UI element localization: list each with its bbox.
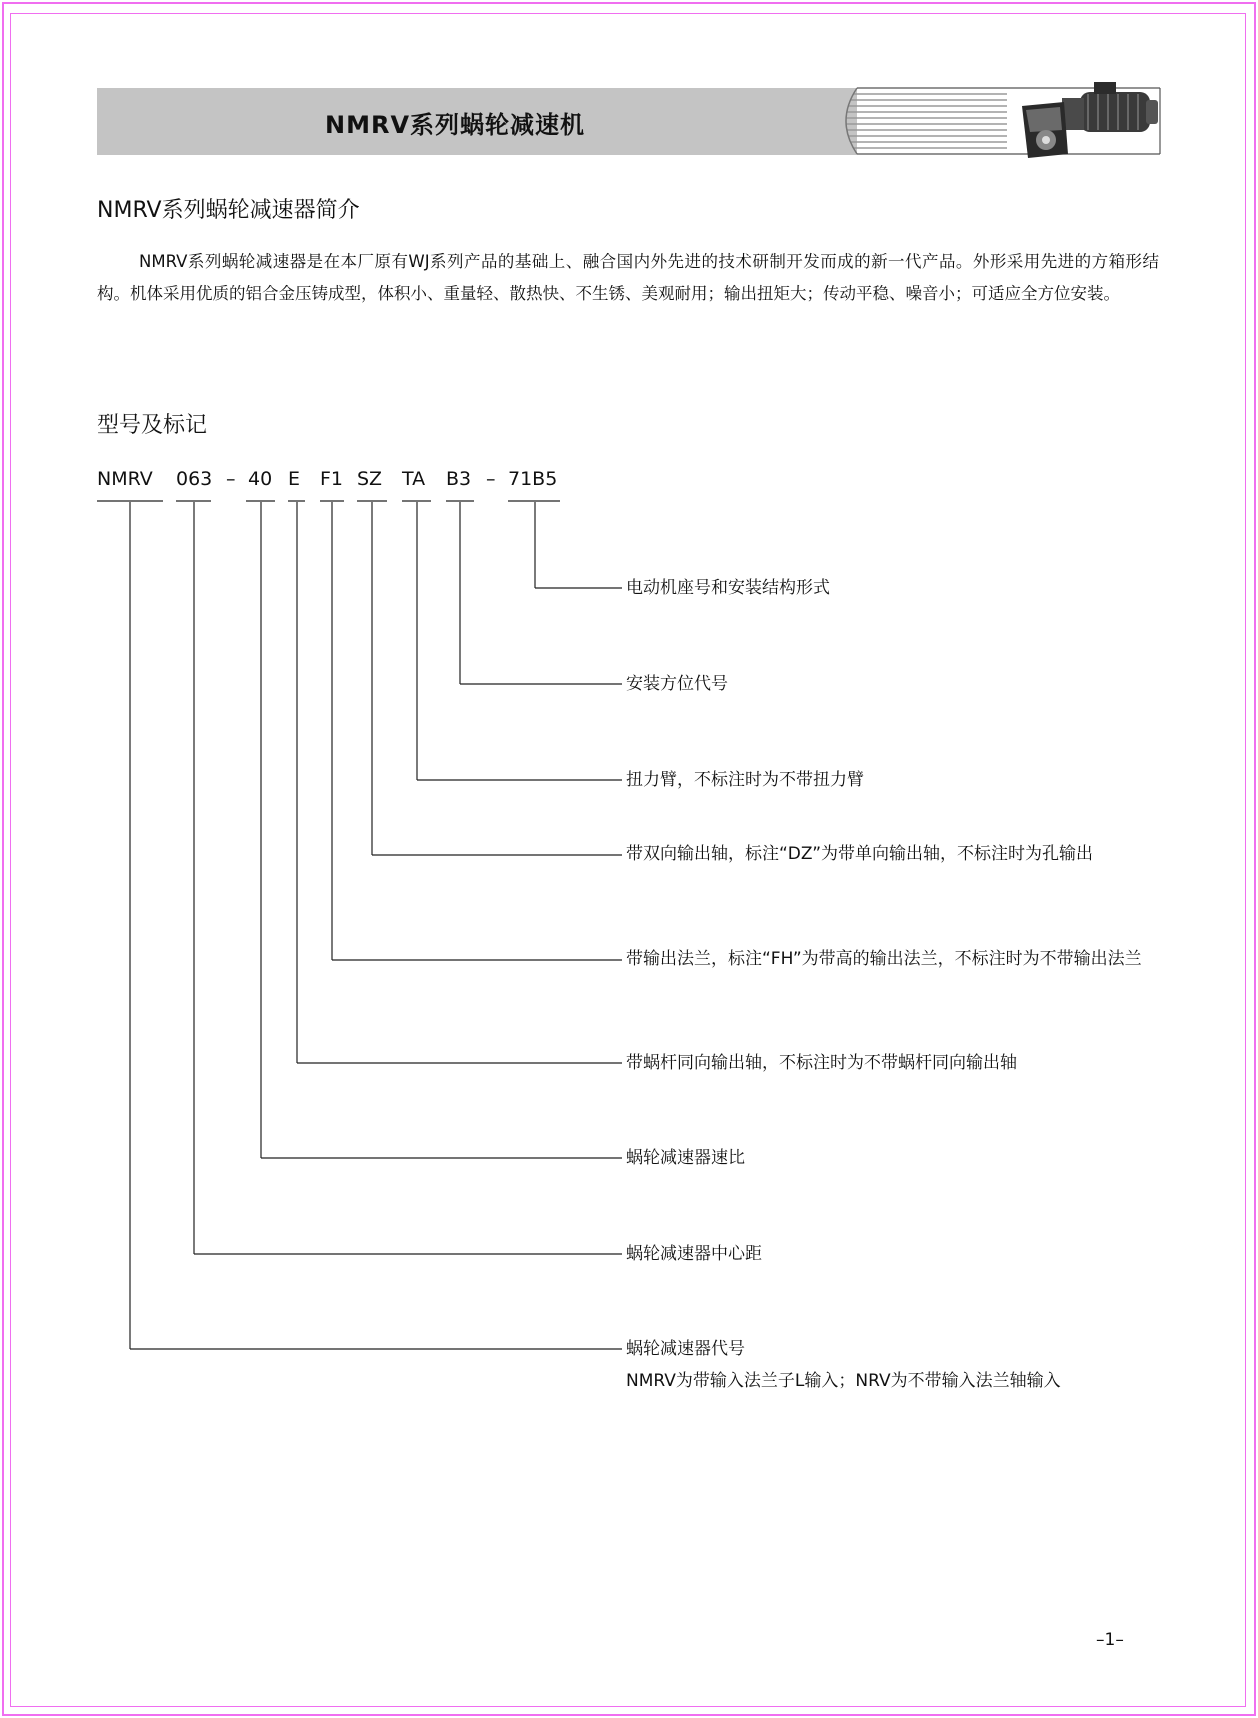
code-sz: SZ bbox=[357, 468, 383, 490]
code-e: E bbox=[288, 468, 301, 490]
page-title: NMRV系列蜗轮减速机 bbox=[325, 111, 586, 139]
label-output-flange: 带输出法兰，标注“FH”为带高的输出法兰，不标注时为不带输出法兰 bbox=[626, 949, 1142, 969]
label-center-distance: 蜗轮减速器中心距 bbox=[626, 1244, 762, 1264]
code-ratio: 40 bbox=[248, 468, 273, 490]
label-reducer-code: 蜗轮减速器代号 bbox=[626, 1339, 745, 1359]
page-number: –1– bbox=[1096, 1630, 1124, 1650]
code-b3: B3 bbox=[446, 468, 472, 490]
code-motor: 71B5 bbox=[508, 468, 558, 490]
code-dash-1: – bbox=[226, 468, 236, 490]
model-heading: 型号及标记 bbox=[97, 413, 208, 438]
label-torque-arm: 扭力臂，不标注时为不带扭力臂 bbox=[626, 770, 864, 790]
intro-heading: NMRV系列蜗轮减速器简介 bbox=[97, 198, 360, 223]
code-ta: TA bbox=[402, 468, 426, 490]
code-nmrv: NMRV bbox=[97, 468, 153, 490]
label-mounting-position: 安装方位代号 bbox=[626, 674, 728, 694]
label-output-shaft: 带双向输出轴，标注“DZ”为带单向输出轴，不标注时为孔输出 bbox=[626, 844, 1094, 864]
code-center-dist: 063 bbox=[176, 468, 213, 490]
label-ratio: 蜗轮减速器速比 bbox=[626, 1148, 745, 1168]
code-f1: F1 bbox=[320, 468, 344, 490]
code-dash-2: – bbox=[486, 468, 496, 490]
label-worm-shaft: 带蜗杆同向输出轴，不标注时为不带蜗杆同向输出轴 bbox=[626, 1053, 1017, 1073]
label-reducer-code-note: NMRV为带输入法兰子L输入；NRV为不带输入法兰轴输入 bbox=[626, 1371, 1061, 1391]
label-motor-frame: 电动机座号和安装结构形式 bbox=[626, 578, 830, 598]
intro-paragraph: NMRV系列蜗轮减速器是在本厂原有WJ系列产品的基础上、融合国内外先进的技术研制开发而成的新一代产品。外形采用先进的方箱形结构。机体采用优质的铝合金压铸成型，体积小、重量轻、散热快、不生锈、美观耐用；输出扭矩大；传动平稳、噪音小；可适应全方位安装。 bbox=[97, 252, 1159, 303]
